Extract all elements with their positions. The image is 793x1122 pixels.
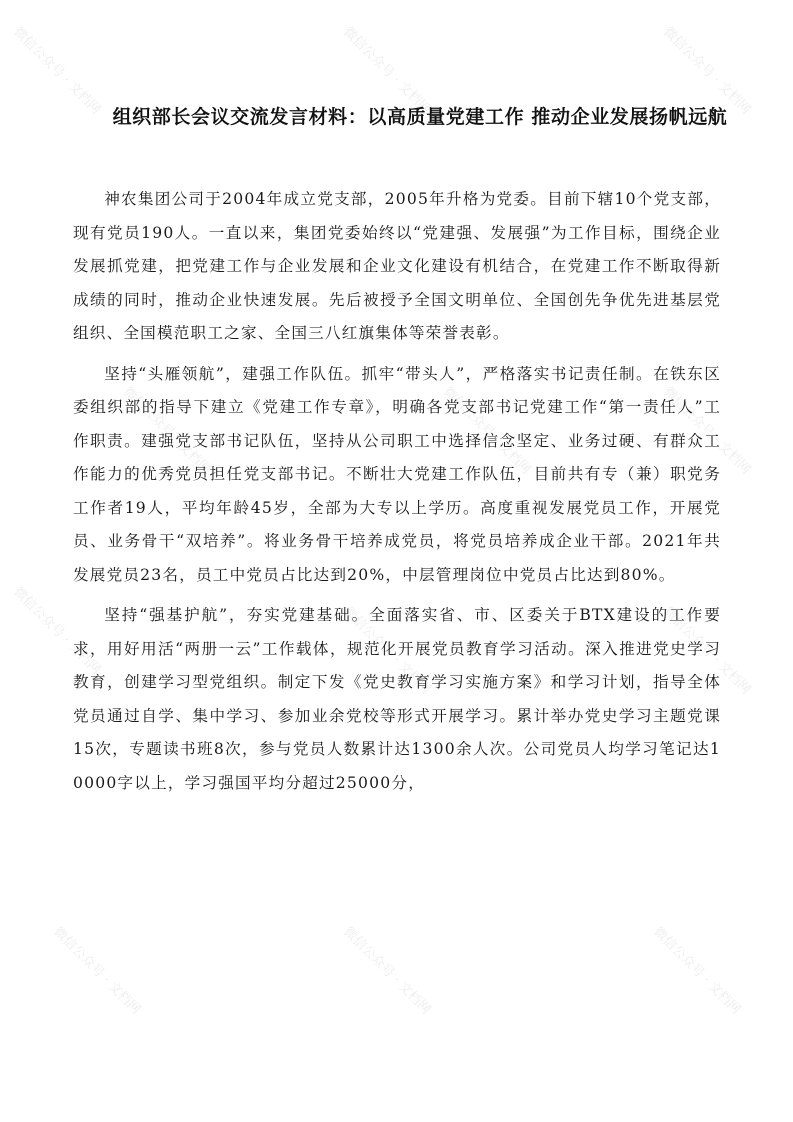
- watermark: 微信公众号 · 文档网: [660, 24, 754, 118]
- document-title: 组织部长会议交流发言材料：以高质量党建工作 推动企业发展扬帆远航: [112, 106, 728, 128]
- watermark: 微信公众号 · 文档网: [50, 924, 144, 1018]
- watermark: 微信公众号 · 文档网: [10, 584, 104, 678]
- watermark: 微信公众号 · 文档网: [340, 24, 434, 118]
- paragraph-foundation: 坚持“强基护航”，夯实党建基础。全面落实省、市、区委关于BTX建设的工作要求，用好用活“两册一云”工作载体，规范化开展党员教育学习活动。深入推进党史学习教育，创建学习型党组织。制定下发《党史教育学习实施方案》和学习计划，指导全体党员通过自学、集中学习、参加业余党校等形式开展学习。累计举办党史学习主题党课15次，专题读书班8次，参与党员人数累计达1300余人次。公司党员人均学习笔记达10000字以上，学习强国平均分超过25000分，: [73, 606, 721, 792]
- watermark: 微信公众号 · 文档网: [660, 384, 754, 478]
- watermark: 微信公众号 · 文档网: [660, 604, 754, 698]
- watermark: 微信公众号 · 文档网: [650, 924, 744, 1018]
- watermark: 微信公众号 · 文档网: [10, 24, 104, 118]
- paragraph-team-building: 坚持“头雁领航”，建强工作队伍。抓牢“带头人”，严格落实书记责任制。在铁东区委组织部的指导下建立《党建工作专章》，明确各党支部书记党建工作“第一责任人”工作职责。建强党支部书记队伍，坚持从公司职工中选择信念坚定、业务过硬、有群众工作能力的优秀党员担任党支部书记。不断壮大党建工作队伍，目前共有专（兼）职党务工作者19人，平均年龄45岁，全部为大专以上学历。高度重视发展党员工作，开展党员、业务骨干“双培养”。将业务骨干培养成党员，将党员培养成企业干部。2021年共发展党员23名，员工中党员占比达到20%，中层管理岗位中党员占比达到80%。: [73, 364, 721, 584]
- watermark: 微信公众号 · 文档网: [120, 384, 214, 478]
- watermark: 微信公众号 · 文档网: [340, 604, 434, 698]
- watermark: 微信公众号 · 文档网: [340, 924, 434, 1018]
- document-body: [73, 183, 721, 807]
- watermark: 微信公众号 · 文档网: [440, 384, 534, 478]
- paragraph-intro: 神农集团公司于2004年成立党支部，2005年升格为党委。目前下辖10个党支部，现有党员190人。一直以来，集团党委始终以“党建强、发展强”为工作目标，围绕企业发展抓党建，把党建工作与企业发展和企业文化建设有机结合，在党建工作不断取得新成绩的同时，推动企业快速发展。先后被授予全国文明单位、全国创先争优先进基层党组织、全国模范职工之家、全国三八红旗集体等荣誉表彰。: [73, 190, 721, 342]
